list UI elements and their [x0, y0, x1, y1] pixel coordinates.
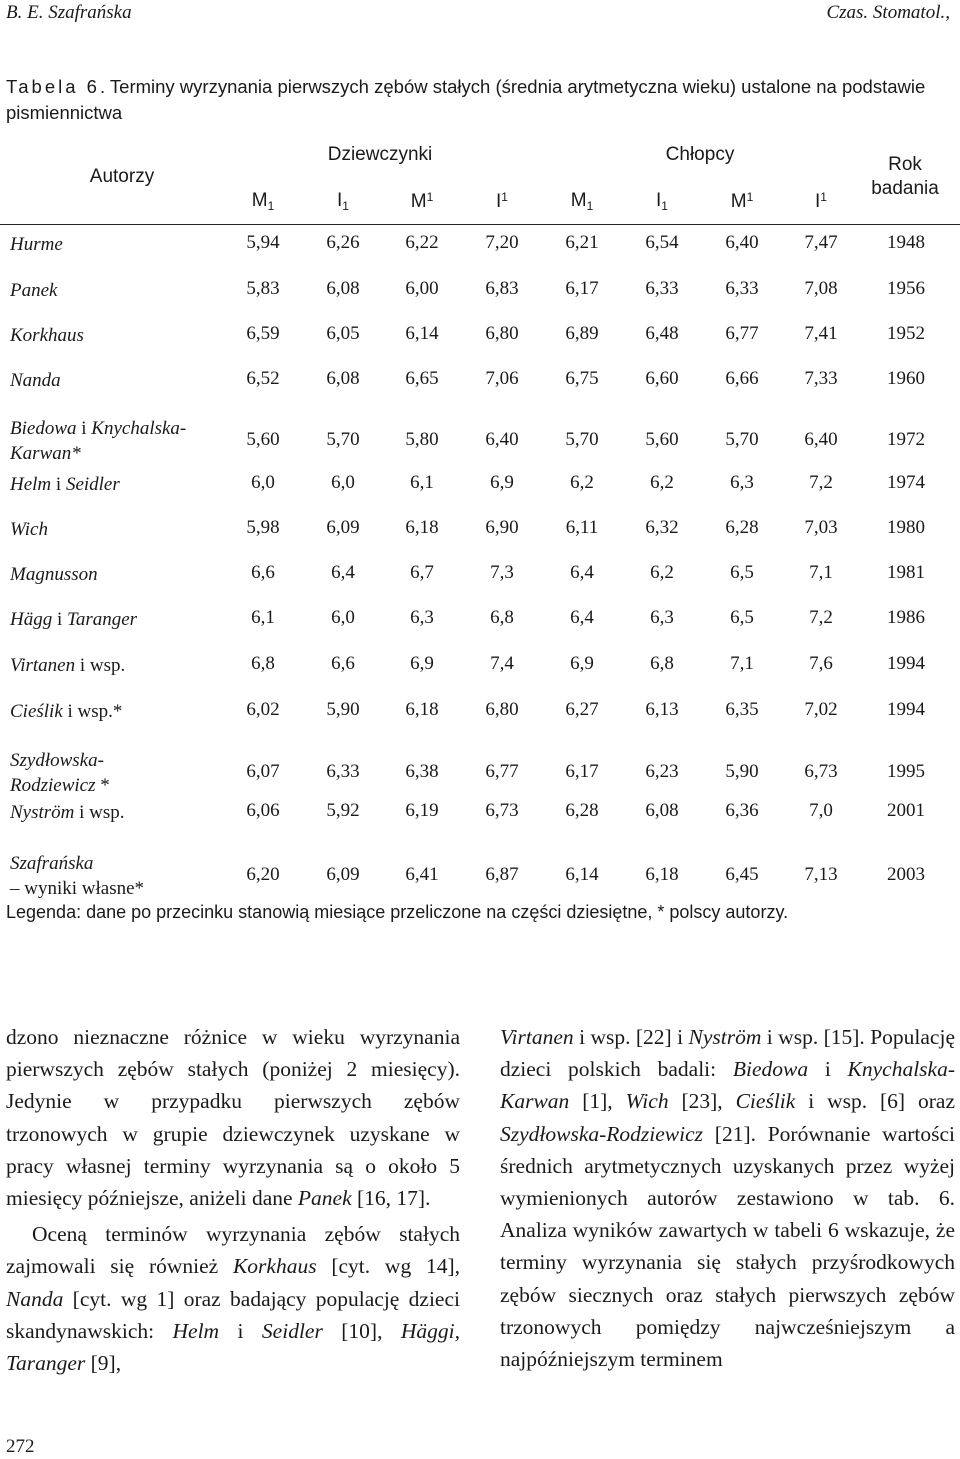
author-name-segment: Nyström — [10, 802, 75, 823]
body-text-segment: Oceną terminów wyrzynania zębów stałych zajmowali się również — [6, 1222, 460, 1279]
value-cell: 6,2 — [650, 472, 674, 493]
author-name-segment: i wsp. — [74, 802, 125, 823]
value-cell: 6,32 — [645, 517, 679, 538]
value-cell: 6,06 — [246, 800, 280, 821]
value-cell: 6,18 — [405, 699, 439, 720]
value-cell: 7,1 — [809, 562, 833, 583]
body-paragraph — [500, 1021, 955, 1375]
author-cell — [10, 323, 84, 348]
value-cell: 6,20 — [246, 864, 280, 885]
body-text-segment: i wsp. [6] oraz — [795, 1089, 955, 1114]
value-cell: 6,6 — [331, 653, 355, 674]
column-header — [712, 190, 772, 213]
value-cell: 6,19 — [405, 800, 439, 821]
body-text-segment: Cieślik — [735, 1089, 796, 1114]
column-header — [791, 190, 851, 213]
body-text-segment: i wsp. [22] i — [573, 1025, 689, 1049]
value-cell: 6,77 — [725, 323, 759, 344]
author-line — [10, 800, 125, 825]
table-row — [0, 607, 960, 632]
table-row — [0, 748, 960, 798]
value-cell: 7,47 — [804, 232, 838, 253]
year-cell: 1972 — [887, 429, 925, 450]
year-cell: 1974 — [887, 472, 925, 493]
value-cell: 6,9 — [570, 653, 594, 674]
author-line — [10, 232, 63, 257]
author-name-segment: i — [51, 474, 66, 495]
year-cell: 1948 — [887, 232, 925, 253]
value-cell: 6,40 — [804, 429, 838, 450]
author-line — [10, 517, 48, 542]
author-cell — [10, 416, 186, 466]
value-cell: 7,1 — [730, 653, 754, 674]
year-cell: 1994 — [887, 699, 925, 720]
year-cell: 1995 — [887, 761, 925, 782]
table-row — [0, 368, 960, 393]
value-cell: 5,70 — [565, 429, 599, 450]
author-name-segment: i wsp. — [75, 655, 126, 676]
value-cell: 6,0 — [331, 607, 355, 628]
value-cell: 6,9 — [410, 653, 434, 674]
year-header-1: Rok — [888, 154, 922, 175]
author-name-segment: Taranger — [67, 609, 138, 630]
body-text-segment: [10], — [322, 1318, 401, 1343]
column-header-base: M — [730, 191, 747, 212]
column-header-index: 1 — [426, 190, 434, 204]
author-cell — [10, 699, 122, 724]
column-header-index: 1 — [342, 199, 349, 213]
body-text-segment: Nyström — [688, 1025, 762, 1049]
value-cell: 6,4 — [570, 607, 594, 628]
value-cell: 6,89 — [565, 323, 599, 344]
year-cell: 1980 — [887, 517, 925, 538]
value-cell: 6,26 — [326, 232, 360, 253]
value-cell: 6,33 — [645, 278, 679, 299]
body-text-segment: Nanda — [6, 1286, 64, 1311]
body-paragraph — [6, 1218, 460, 1379]
value-cell: 6,54 — [645, 232, 679, 253]
body-text-segment: Knychalska-Karwan — [500, 1057, 955, 1114]
value-cell: 6,3 — [410, 607, 434, 628]
value-cell: 6,05 — [326, 323, 360, 344]
value-cell: 6,3 — [650, 607, 674, 628]
table-row — [0, 416, 960, 466]
value-cell: 7,13 — [804, 864, 838, 885]
value-cell: 6,22 — [405, 232, 439, 253]
table-legend: Legenda: dane po przecinku stanowią miesiące przeliczone na części dziesiętne, * polscy autorzy. — [6, 902, 789, 922]
value-cell: 6,8 — [490, 607, 514, 628]
year-cell: 1986 — [887, 607, 925, 628]
value-cell: 6,80 — [485, 699, 519, 720]
author-name-segment: Karwan* — [10, 443, 81, 464]
value-cell: 6,9 — [490, 472, 514, 493]
author-name-segment: Virtanen — [10, 655, 76, 676]
table-row — [0, 699, 960, 724]
column-header-base: M — [570, 190, 587, 211]
author-name-segment: Szydłowska- — [10, 750, 104, 771]
table-caption-text: . Terminy wyrzynania pierwszych zębów stałych (średnia arytmetyczna wieku) ustalone na podstawie pismiennictwa — [6, 76, 926, 123]
value-cell: 6,38 — [405, 761, 439, 782]
value-cell: 7,4 — [490, 653, 514, 674]
body-text-segment: i wsp. [15]. Populację dzieci polskich badali: — [500, 1025, 955, 1082]
author-name-segment: Helm — [10, 474, 52, 495]
value-cell: 6,65 — [405, 368, 439, 389]
author-name-segment: i — [76, 418, 92, 439]
value-cell: 6,1 — [251, 607, 275, 628]
column-header-index: 1 — [501, 190, 508, 204]
author-line — [10, 699, 122, 724]
author-name-segment: i — [52, 609, 68, 630]
year-cell: 2003 — [887, 864, 925, 885]
value-cell: 7,0 — [809, 800, 833, 821]
body-text-left-column — [6, 1021, 460, 1379]
value-cell: 7,6 — [809, 653, 833, 674]
value-cell: 6,3 — [730, 472, 754, 493]
author-cell — [10, 607, 137, 632]
page-number: 272 — [6, 1436, 35, 1457]
author-cell — [10, 653, 125, 678]
value-cell: 6,18 — [405, 517, 439, 538]
boys-header: Chłopcy — [665, 144, 735, 165]
author-cell — [10, 800, 125, 825]
value-cell: 6,73 — [804, 761, 838, 782]
value-cell: 6,1 — [410, 472, 434, 493]
running-header-journal: Czas. Stomatol., — [826, 2, 950, 23]
value-cell: 6,28 — [565, 800, 599, 821]
year-cell: 1981 — [887, 562, 925, 583]
column-header-base: I — [496, 191, 502, 212]
value-cell: 6,17 — [565, 278, 599, 299]
value-cell: 6,11 — [565, 517, 599, 538]
author-line — [10, 653, 125, 678]
column-header — [552, 190, 612, 213]
author-line — [10, 278, 57, 303]
value-cell: 6,60 — [645, 368, 679, 389]
value-cell: 6,14 — [565, 864, 599, 885]
body-text-segment: i — [808, 1057, 848, 1082]
value-cell: 6,80 — [485, 323, 519, 344]
value-cell: 6,40 — [725, 232, 759, 253]
value-cell: 6,48 — [645, 323, 679, 344]
body-text-segment: Virtanen — [500, 1025, 574, 1049]
column-header-index: 1 — [746, 190, 754, 204]
body-text-segment: Häggi, Taranger — [6, 1318, 460, 1376]
value-cell: 6,28 — [725, 517, 759, 538]
value-cell: 7,2 — [809, 472, 833, 493]
value-cell: 6,17 — [565, 761, 599, 782]
author-name-segment: Panek — [10, 280, 58, 301]
author-name-segment: * — [95, 775, 110, 796]
table-row — [0, 472, 960, 497]
author-name-segment: Rodziewicz — [10, 775, 96, 796]
author-name-segment: Cieślik — [10, 701, 63, 722]
author-name-segment: Magnusson — [10, 564, 98, 585]
column-header — [313, 190, 373, 213]
value-cell: 6,18 — [645, 864, 679, 885]
body-text-segment: Seidler — [261, 1318, 323, 1343]
value-cell: 6,2 — [650, 562, 674, 583]
author-line — [10, 607, 137, 632]
year-cell: 1952 — [887, 323, 925, 344]
table-row — [0, 851, 960, 901]
value-cell: 7,03 — [804, 517, 838, 538]
author-cell — [10, 517, 48, 542]
value-cell: 6,87 — [485, 864, 519, 885]
value-cell: 5,60 — [645, 429, 679, 450]
value-cell: 6,52 — [246, 368, 280, 389]
value-cell: 6,90 — [485, 517, 519, 538]
body-text-segment: i — [219, 1318, 262, 1343]
table-label: Tabela 6 — [6, 76, 100, 97]
value-cell: 7,41 — [804, 323, 838, 344]
value-cell: 5,98 — [246, 517, 280, 538]
year-cell: 2001 — [887, 800, 925, 821]
author-line — [10, 368, 61, 393]
value-cell: 6,23 — [645, 761, 679, 782]
value-cell: 6,73 — [485, 800, 519, 821]
author-line — [10, 851, 144, 876]
year-cell: 1960 — [887, 368, 925, 389]
author-cell — [10, 851, 144, 901]
author-name-segment: Korkhaus — [10, 325, 84, 346]
table-row — [0, 562, 960, 587]
value-cell: 5,70 — [725, 429, 759, 450]
author-cell — [10, 562, 98, 587]
column-header — [632, 190, 692, 213]
value-cell: 6,66 — [725, 368, 759, 389]
body-text-segment: Helm — [172, 1318, 220, 1343]
author-name-segment: Hägg — [10, 609, 53, 630]
column-header-index: 1 — [586, 199, 594, 213]
body-text-segment: Szydłowska-Rodziewicz — [500, 1121, 704, 1146]
body-text-segment: Korkhaus — [232, 1254, 317, 1279]
table-caption — [6, 74, 951, 126]
year-cell: 1956 — [887, 278, 925, 299]
value-cell: 6,33 — [326, 761, 360, 782]
girls-header: Dziewczynki — [327, 144, 433, 165]
column-header-base: I — [337, 190, 343, 211]
value-cell: 6,09 — [326, 864, 360, 885]
body-text-segment: [cyt. wg 14], — [316, 1254, 460, 1279]
value-cell: 6,08 — [645, 800, 679, 821]
author-line — [10, 748, 110, 773]
value-cell: 6,07 — [246, 761, 280, 782]
value-cell: 7,2 — [809, 607, 833, 628]
table-row — [0, 278, 960, 303]
value-cell: 6,6 — [251, 562, 275, 583]
value-cell: 5,92 — [326, 800, 360, 821]
value-cell: 6,83 — [485, 278, 519, 299]
value-cell: 6,21 — [565, 232, 599, 253]
body-text-segment: dzono nieznaczne różnice w wieku wyrzynania pierwszych zębów stałych (poniżej 2 miesięcy). Jedynie w przypadku pierwszych zębów trzonowych w grupie dziewczynek uzyskane w pracy własnej terminy wyrzynania są o około 5 miesięcy późniejsze, aniżeli dane — [6, 1025, 460, 1211]
author-name-segment: Biedowa — [10, 418, 77, 439]
column-header — [233, 190, 293, 213]
body-text-right-column — [500, 1021, 955, 1375]
table-row — [0, 800, 960, 825]
author-cell — [10, 278, 57, 303]
value-cell: 7,33 — [804, 368, 838, 389]
column-header-base: I — [656, 190, 662, 211]
author-line — [10, 441, 186, 466]
value-cell: 6,4 — [331, 562, 355, 583]
author-cell — [10, 368, 61, 393]
author-line — [10, 876, 144, 901]
table-row — [0, 517, 960, 542]
body-text-segment: Panek — [297, 1186, 352, 1211]
value-cell: 6,08 — [326, 278, 360, 299]
author-line — [10, 562, 98, 587]
value-cell: 5,80 — [405, 429, 439, 450]
author-name-segment: i wsp.* — [62, 701, 123, 722]
column-header-index: 1 — [820, 190, 827, 204]
value-cell: 6,02 — [246, 699, 280, 720]
year-cell: 1994 — [887, 653, 925, 674]
table-row — [0, 653, 960, 678]
body-text-segment: Wich — [625, 1089, 669, 1114]
value-cell: 6,36 — [725, 800, 759, 821]
value-cell: 6,45 — [725, 864, 759, 885]
body-text-segment: [1], — [569, 1089, 626, 1114]
value-cell: 5,90 — [725, 761, 759, 782]
body-text-segment: Biedowa — [732, 1057, 809, 1082]
author-cell — [10, 472, 120, 497]
author-name-segment: Seidler — [65, 474, 120, 495]
authors-header: Autorzy — [89, 166, 155, 187]
author-line — [10, 323, 84, 348]
value-cell: 5,60 — [246, 429, 280, 450]
column-header — [472, 190, 532, 213]
value-cell: 6,08 — [326, 368, 360, 389]
value-cell: 5,90 — [326, 699, 360, 720]
value-cell: 6,59 — [246, 323, 280, 344]
value-cell: 7,06 — [485, 368, 519, 389]
value-cell: 6,13 — [645, 699, 679, 720]
column-header-index: 1 — [267, 199, 275, 213]
body-text-segment: [9], — [85, 1351, 122, 1376]
header-rule — [0, 224, 960, 225]
author-line — [10, 416, 186, 441]
author-name-segment: Nanda — [10, 370, 61, 391]
value-cell: 6,14 — [405, 323, 439, 344]
value-cell: 6,0 — [331, 472, 355, 493]
author-name-segment: Hurme — [10, 234, 63, 255]
value-cell: 6,5 — [730, 607, 754, 628]
body-text-segment: [16, 17]. — [351, 1186, 431, 1211]
column-header — [392, 190, 452, 213]
value-cell: 7,08 — [804, 278, 838, 299]
body-text-segment: [21]. Porównanie wartości średnich arytmetycznych uzyskanych przez wyżej wymienionych autorów zestawiono w tab. 6. Analiza wyników zawartych w tabeli 6 wskazuje, że terminy wyrzynania się stałych przyśrodkowych zębów siecznych oraz stałych pierwszych zębów trzonowych pomiędzy najwcześniejszym a najpóźniejszym terminem — [500, 1121, 955, 1372]
value-cell: 7,3 — [490, 562, 514, 583]
table-row — [0, 323, 960, 348]
value-cell: 7,20 — [485, 232, 519, 253]
author-name-segment: – wyniki własne* — [10, 878, 145, 899]
value-cell: 6,35 — [725, 699, 759, 720]
value-cell: 6,40 — [485, 429, 519, 450]
author-name-segment: Knychalska- — [91, 418, 187, 439]
value-cell: 6,41 — [405, 864, 439, 885]
column-header-base: I — [815, 191, 821, 212]
value-cell: 6,27 — [565, 699, 599, 720]
value-cell: 6,4 — [570, 562, 594, 583]
value-cell: 6,0 — [251, 472, 275, 493]
running-header-author: B. E. Szafrańska — [6, 2, 132, 23]
column-header-base: M — [410, 191, 427, 212]
column-header-base: M — [251, 190, 268, 211]
value-cell: 5,83 — [246, 278, 280, 299]
value-cell: 6,75 — [565, 368, 599, 389]
year-header-2: badania — [871, 178, 939, 199]
table-row — [0, 232, 960, 257]
body-paragraph — [6, 1021, 460, 1214]
value-cell: 6,77 — [485, 761, 519, 782]
value-cell: 7,02 — [804, 699, 838, 720]
body-text-segment: [cyt. wg 1] oraz badający populację dzieci skandynawskich: — [6, 1286, 460, 1343]
value-cell: 6,09 — [326, 517, 360, 538]
author-line — [10, 773, 110, 798]
value-cell: 6,33 — [725, 278, 759, 299]
author-name-segment: Wich — [10, 519, 48, 540]
value-cell: 6,8 — [251, 653, 275, 674]
value-cell: 6,5 — [730, 562, 754, 583]
value-cell: 5,70 — [326, 429, 360, 450]
author-line — [10, 472, 120, 497]
value-cell: 6,00 — [405, 278, 439, 299]
author-cell — [10, 232, 63, 257]
value-cell: 6,2 — [570, 472, 594, 493]
value-cell: 6,8 — [650, 653, 674, 674]
value-cell: 6,7 — [410, 562, 434, 583]
body-text-segment: [23], — [668, 1089, 736, 1114]
value-cell: 5,94 — [246, 232, 280, 253]
column-header-index: 1 — [661, 199, 668, 213]
author-name-segment: Szafrańska — [10, 853, 94, 874]
author-cell — [10, 748, 110, 798]
